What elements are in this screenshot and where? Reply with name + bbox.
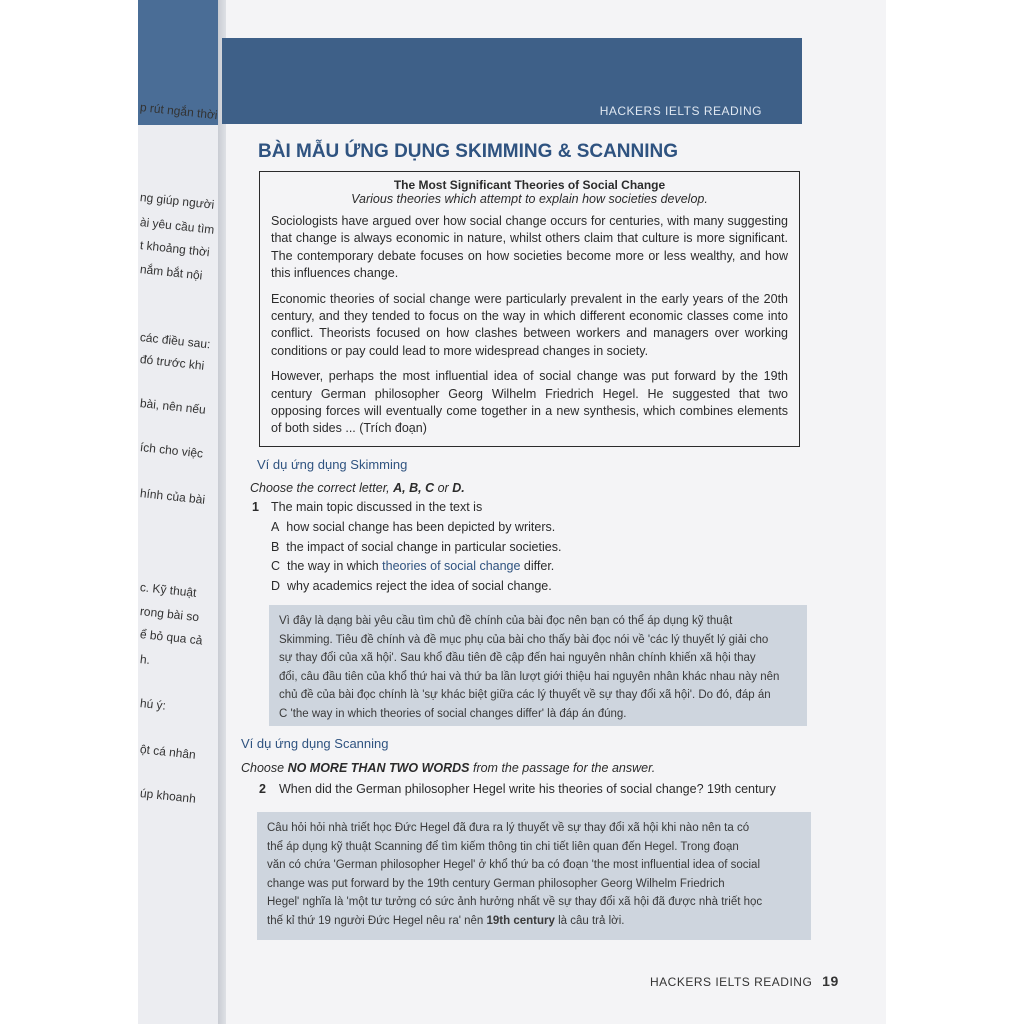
left-page-line: úp khoanh	[139, 786, 197, 806]
left-page	[138, 0, 230, 1024]
answer-text: 19th century	[707, 782, 776, 796]
option-d: D why academics reject the idea of social change.	[271, 579, 552, 593]
left-page-line: h.	[139, 652, 151, 668]
left-page-line: các điều sau:	[139, 330, 212, 352]
passage-subtitle: Various theories which attempt to explain how societies develop.	[351, 192, 708, 206]
page-number: 19	[822, 973, 839, 989]
left-page-line: ích cho việc	[139, 440, 204, 461]
left-page-line: hú ý:	[139, 696, 167, 713]
left-page-line: t khoảng thời	[139, 238, 211, 260]
running-header: HACKERS IELTS READING	[599, 104, 762, 118]
skimming-instruction: Choose the correct letter, A, B, C or D.	[250, 481, 465, 495]
question-number: 1	[252, 500, 259, 514]
left-page-line: ài yêu cầu tìm	[139, 215, 216, 237]
left-page-line: hính của bài	[139, 486, 206, 507]
left-page-line: đó trước khi	[139, 352, 205, 373]
passage-paragraph: Economic theories of social change were particularly prevalent in the early years of the 20th century, and they tended to focus on the way in which different economic classes come into conflict. Theorists focused on how clashes between workers and managers over working conditions or pay could lead to more widespread changes in society.	[271, 291, 788, 358]
option-a: A how social change has been depicted by writers.	[271, 520, 556, 534]
left-page-line: ột cá nhân	[139, 742, 197, 762]
option-b: B the impact of social change in particular societies.	[271, 540, 562, 554]
skimming-explanation: Vì đây là dạng bài yêu cầu tìm chủ đề chính của bài đọc nên bạn có thể áp dụng kỹ thuật Skimming. Tiêu đề chính và đề mục phụ của bài cho thấy bài đọc nói về 'các lý thuyết lý giải cho sự thay đổi của xã hội'. Sau khổ đầu tiên đề cập đến hai nguyên nhân chính khiến xã hội thay đổi, câu đầu tiên của khổ thứ hai và thứ ba lần lượt giới thiệu hai nguyên nhân khác nhau này nên chủ đề của bài đọc chính là 'sự khác biệt giữa các lý thuyết về sự thay đổi xã hội'. Do đó, đáp án C 'the way in which theories of social changes differ' là đáp án đúng.	[269, 605, 807, 726]
left-page-line: nắm bắt nội	[139, 262, 204, 283]
left-page-line: rong bài so	[139, 604, 200, 625]
scanning-instruction: Choose NO MORE THAN TWO WORDS from the passage for the answer.	[241, 761, 656, 775]
left-page-line: bài, nên nếu	[139, 396, 207, 417]
question-text: When did the German philosopher Hegel write his theories of social change? 19th century	[279, 782, 776, 796]
passage-paragraph: However, perhaps the most influential idea of social change was put forward by the 19th century German philosopher Georg Wilhelm Friedrich Hegel. He suggested that two opposing forces will eventually come together in a new synthesis, which combines elements of both sides ... (Trích đoạn)	[271, 369, 788, 436]
question-number: 2	[259, 782, 266, 796]
left-page-line: p rút ngắn thời	[139, 100, 219, 123]
running-footer: HACKERS IELTS READING	[650, 975, 813, 989]
header-band	[222, 38, 802, 124]
reading-passage-box	[259, 171, 800, 447]
scanning-label: Ví dụ ứng dụng Scanning	[241, 736, 389, 751]
page-footer	[650, 973, 839, 989]
question-text: The main topic discussed in the text is	[271, 500, 483, 514]
scanning-explanation: Câu hỏi hỏi nhà triết học Đức Hegel đã đưa ra lý thuyết về sự thay đổi xã hội khi nào nên ta có thể áp dụng kỹ thuật Scanning để tìm kiếm thông tin chi tiết liên quan đến Hegel. Trong đoạn văn có chứa 'German philosopher Hegel' ở khổ thứ ba có đoạn 'the most influential idea of social change was put forward by the 19th century German philosopher Georg Wilhelm Friedrich Hegel' nghĩa là 'một tư tưởng có sức ảnh hưởng nhất về sự thay đổi xã hội đã được nhà triết học thế kỉ thứ 19 người Đức Hegel nêu ra' nên 19th century là câu trả lời.	[257, 812, 811, 940]
option-c: C the way in which theories of social change differ.	[271, 559, 555, 573]
skimming-label: Ví dụ ứng dụng Skimming	[257, 457, 408, 472]
left-page-line: ể bỏ qua cả	[139, 627, 204, 648]
left-page-line: c. Kỹ thuật	[139, 580, 198, 600]
left-page-line: ng giúp người	[139, 190, 215, 212]
passage-title: The Most Significant Theories of Social Change	[393, 178, 666, 192]
passage-paragraph: Sociologists have argued over how social change occurs for centuries, with many suggesting that change is always economic in nature, whilst others claim that culture is more significant. The contemporary debate focuses on how societies become more or less wealthy, and how this influences change.	[271, 214, 788, 281]
section-title: BÀI MẪU ỨNG DỤNG SKIMMING & SCANNING	[258, 141, 679, 162]
